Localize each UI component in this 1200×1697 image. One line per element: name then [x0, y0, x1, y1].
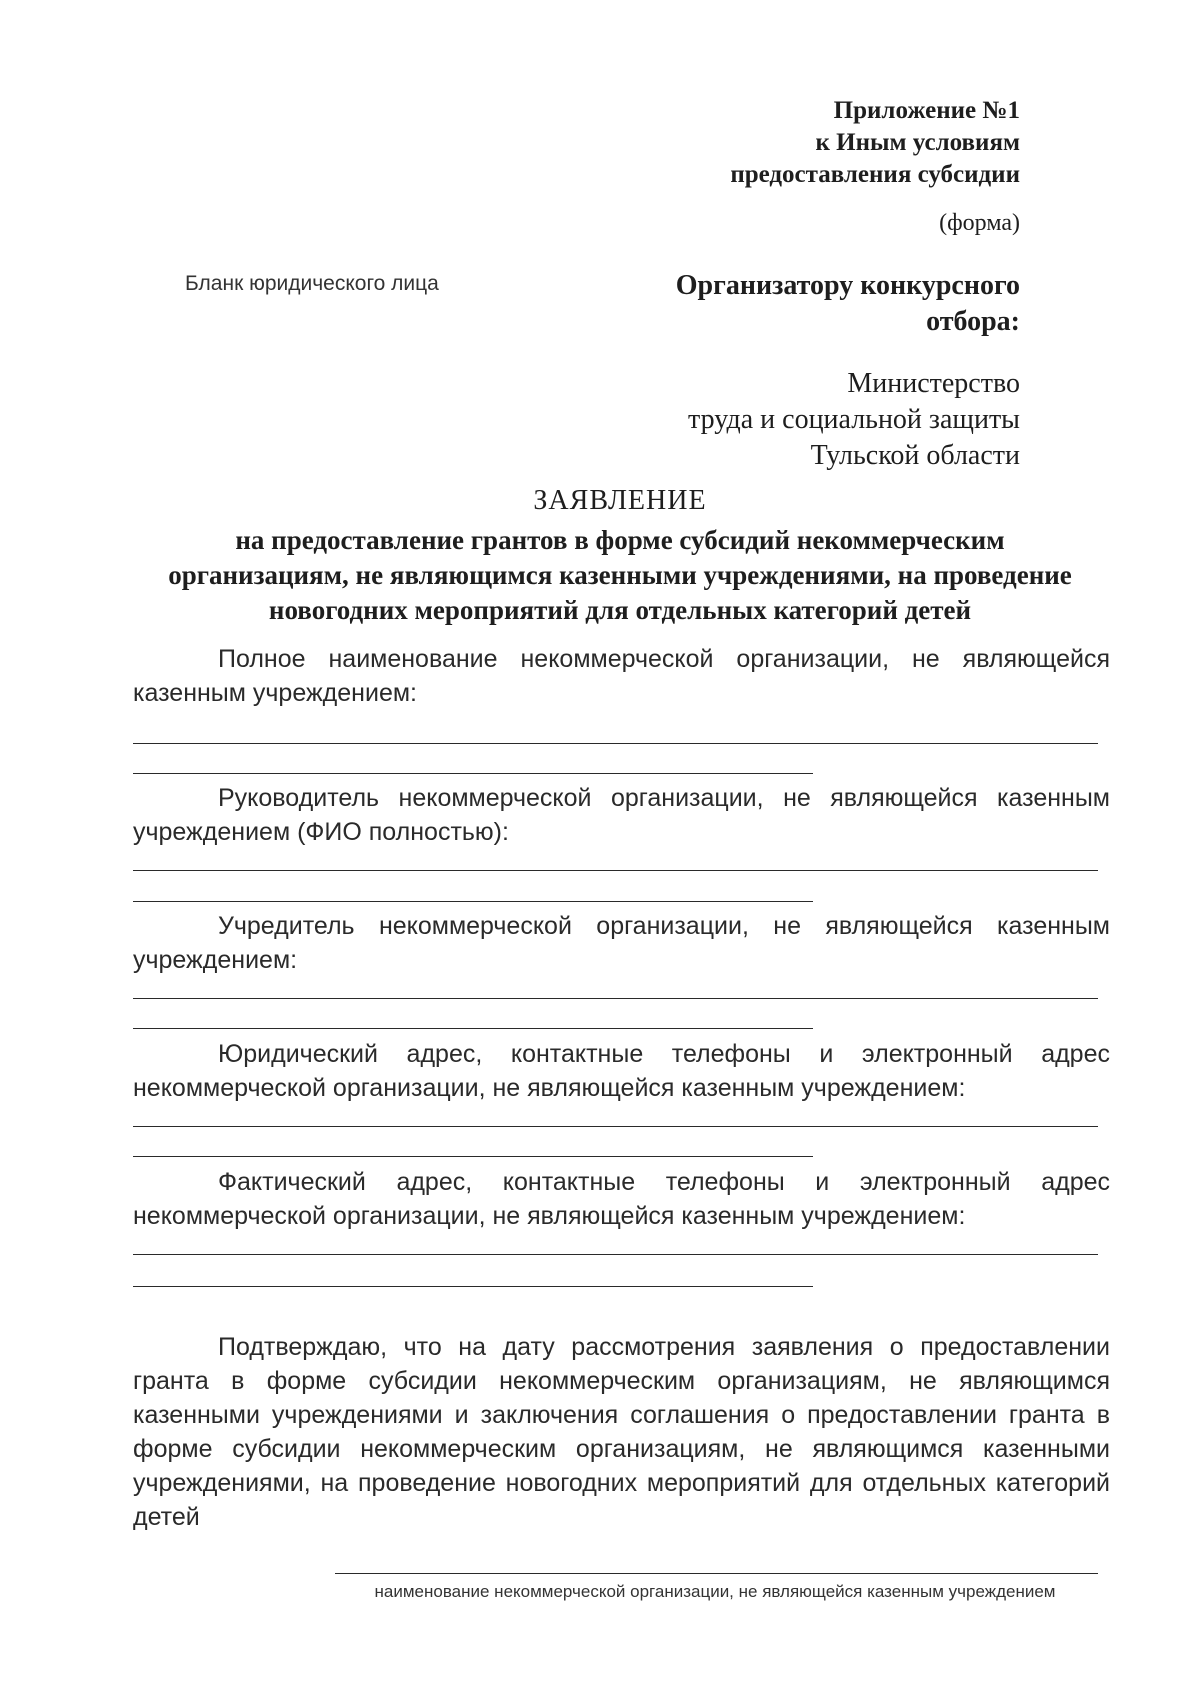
legal-entity-blank-label: Бланк юридического лица	[185, 272, 439, 295]
document-subtitle	[130, 523, 1110, 628]
field-full-name-line-2[interactable]	[133, 773, 813, 774]
field-actual-address-label: Фактический адрес, контактные телефоны и электронный адрес некоммерческой организации, не являющейся казенным учреждением:	[133, 1168, 1110, 1230]
confirmation-text: Подтверждаю, что на дату рассмотрения заявления о предоставлении гранта в форме субсидии некоммерческим организациям, не являющимся казенными учреждениями и заключения соглашения о предоставлении гранта в форме субсидии некоммерческим организациям, не являющимся казенными учреждениями, на проведение новогодних мероприятий для отдельных категорий детей	[133, 1333, 1110, 1531]
document-title: ЗАЯВЛЕНИЕ	[533, 485, 707, 516]
subtitle-line-3: новогодних мероприятий для отдельных категорий детей	[268, 595, 972, 625]
organization-name-caption: наименование некоммерческой организации, не являющейся казенным учреждением	[374, 1582, 1056, 1601]
field-director-label: Руководитель некоммерческой организации, не являющейся казенным учреждением (ФИО полностью):	[133, 784, 1110, 846]
subtitle-line-2: организациям, не являющимся казенными учреждениями, на проведение	[168, 560, 1072, 590]
ministry-line-1: Министерство	[847, 368, 1020, 399]
addressee-line-2: отбора:	[926, 306, 1020, 337]
appendix-line-1: Приложение №1	[833, 97, 1020, 124]
subtitle-line-1: на предоставление грантов в форме субсидий некоммерческим	[235, 525, 1005, 555]
field-full-name-line-1[interactable]	[133, 743, 1098, 744]
field-founder-line-2[interactable]	[133, 1028, 813, 1029]
field-founder-line-1[interactable]	[133, 998, 1098, 999]
field-legal-address-line-2[interactable]	[133, 1156, 813, 1157]
addressee-line-1: Организатору конкурсного	[675, 270, 1020, 301]
field-legal-address-label: Юридический адрес, контактные телефоны и электронный адрес некоммерческой организации, не являющейся казенным учреждением:	[133, 1040, 1110, 1102]
field-actual-address-line-2[interactable]	[133, 1286, 813, 1287]
field-full-name-label: Полное наименование некоммерческой организации, не являющейся казенным учреждением:	[133, 645, 1110, 707]
ministry-line-2: труда и социальной защиты	[688, 404, 1020, 435]
appendix-line-2: к Иным условиям	[815, 129, 1020, 156]
organization-name-line[interactable]	[335, 1573, 1098, 1574]
field-founder-label: Учредитель некоммерческой организации, не являющейся казенным учреждением:	[133, 912, 1110, 974]
appendix-line-3: предоставления субсидии	[730, 161, 1020, 188]
ministry-line-3: Тульской области	[810, 440, 1020, 471]
addressee-block	[520, 268, 1020, 340]
field-director-line-2[interactable]	[133, 901, 813, 902]
field-director-line-1[interactable]	[133, 870, 1098, 871]
field-actual-address-line-1[interactable]	[133, 1254, 1098, 1255]
form-label: (форма)	[939, 210, 1020, 236]
appendix-block	[420, 95, 1020, 191]
ministry-block	[420, 366, 1020, 474]
field-legal-address-line-1[interactable]	[133, 1126, 1098, 1127]
